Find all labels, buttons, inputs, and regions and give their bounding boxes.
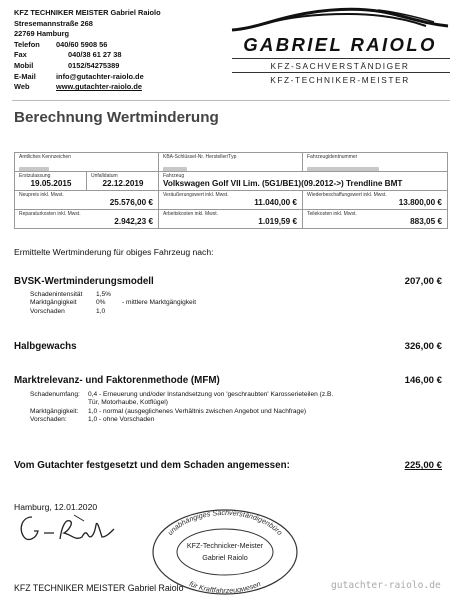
company-stamp — [150, 507, 300, 595]
arbeit-value: 1.019,59 € — [258, 217, 297, 226]
table-row — [15, 210, 447, 229]
car-silhouette-logo — [228, 4, 452, 36]
company-city: 22769 Hamburg — [14, 29, 70, 39]
logo-subtitle-1: KFZ-SACHVERSTÄNDIGER — [270, 61, 410, 71]
mfm-title: Marktrelevanz- und Faktorenmethode (MFM) — [14, 375, 220, 386]
table-cell: Amtliches Kennzeichen — [15, 153, 159, 171]
mfm-row: Schadenumfang: 0,4 - Erneuerung und/oder Instandsetzung von 'geschraubten' Karosserieteilen (z.B. — [30, 391, 334, 398]
page-title: Berechnung Wertminderung — [14, 109, 219, 126]
handwritten-signature — [14, 511, 124, 549]
bvsk-value: 207,00 € — [404, 276, 442, 287]
contact-mobile: Mobil 0152/54275389 — [14, 60, 120, 70]
redacted-value — [19, 167, 49, 171]
logo-divider — [232, 58, 450, 59]
logo-subtitle-2: KFZ-TECHNIKER-MEISTER — [270, 75, 410, 85]
table-cell: Neupreis inkl. Mwst. 25.576,00 € — [15, 191, 159, 209]
company-contact-block — [14, 8, 161, 93]
table-cell: Erstzulassung 19.05.2015 — [15, 172, 87, 190]
final-value: 225,00 € — [404, 460, 442, 471]
bvsk-row: Marktgängigkeit 0% - mittlere Marktgängigkeit — [30, 299, 197, 307]
stamp-top-arc: unabhängiges Sachverständigenbüro — [165, 507, 285, 537]
stamp-bottom-arc: für Kraftfahrzeugwesen — [187, 579, 263, 595]
company-street: Stresemannstraße 268 — [14, 18, 93, 28]
mfm-value: 146,00 € — [404, 375, 442, 386]
contact-fax: Fax 040/38 61 27 38 — [14, 50, 122, 60]
contact-web: Web www.gutachter-raiolo.de — [14, 82, 142, 92]
bvsk-details — [30, 291, 196, 316]
table-cell: Wiederbeschaffungswert inkl. Mwst. 13.800,00 € — [307, 192, 442, 207]
bvsk-row: Schadenintensität 1,5% — [30, 291, 112, 298]
mfm-row-continued: Tür, Motorhaube, Kotflügel) — [88, 399, 168, 407]
svg-text:für Kraftfahrzeugwesen — [188, 579, 262, 595]
stamp-line1: KFZ-Technicker-Meister — [186, 541, 264, 550]
redacted-value — [307, 167, 379, 171]
header-divider — [12, 100, 450, 101]
bvsk-row: Vorschaden 1,0 — [30, 307, 106, 315]
neupreis-value: 25.576,00 € — [109, 198, 153, 207]
watermark: gutachter-raiolo.de — [331, 580, 441, 591]
place-date: Hamburg, 12.01.2020 — [14, 502, 98, 512]
company-name: KFZ TECHNIKER MEISTER Gabriel Raiolo — [14, 8, 161, 17]
halbgewachs-title: Halbgewachs — [14, 341, 77, 352]
vehicle-data-table — [14, 152, 448, 229]
table-row — [15, 191, 447, 210]
logo-divider — [232, 72, 450, 73]
mfm-row: Marktgängigkeit: 1,0 - normal (ausgeglichenes Verhältnis zwischen Angebot und Nachfrage) — [30, 407, 307, 415]
veraeusserung-value: 11.040,00 € — [254, 198, 297, 207]
table-cell: Fahrzeug Volkswagen Golf VII Lim. (5G1/BE1)(09.2012->) Trendline BMT — [159, 172, 447, 190]
table-cell: KBA-Schlüssel-Nr. Hersteller/Typ — [159, 153, 303, 171]
bvsk-title: BVSK-Wertminderungsmodell — [14, 276, 154, 287]
table-cell: Arbeitskosten inkl. Mwst. 1.019,59 € — [159, 210, 303, 228]
logo-name: GABRIEL RAIOLO — [243, 34, 437, 55]
intro-text: Ermittelte Wertminderung für obiges Fahrzeug nach: — [14, 247, 214, 257]
contact-phone: Telefon 040/60 5908 56 — [14, 39, 108, 49]
unfalldatum-value: 22.12.2019 — [102, 179, 144, 188]
reparatur-value: 2.942,23 € — [114, 217, 153, 226]
mfm-row: Vorschaden: 1,0 - ohne Vorschaden — [30, 416, 155, 424]
svg-text:unabhängiges Sachverständigenb — [166, 508, 285, 537]
mfm-details — [30, 391, 333, 425]
erstzulassung-value: 19.05.2015 — [30, 179, 72, 188]
redacted-value — [163, 167, 187, 171]
table-cell: Reparaturkosten inkl. Mwst. 2.942,23 € — [15, 210, 159, 228]
wiederbeschaffung-value: 13.800,00 € — [398, 198, 442, 207]
website-link[interactable]: www.gutachter-raiolo.de — [56, 82, 142, 92]
table-cell: Veräußerungswert inkl. Mwst. 11.040,00 € — [159, 191, 303, 209]
final-label: Vom Gutachter festgesetzt und dem Schaden angemessen: — [14, 460, 290, 471]
table-row — [15, 153, 447, 172]
contact-email: E-Mail info@gutachter-raiolo.de — [14, 71, 144, 81]
table-cell: Teilekosten inkl. Mwst. 883,05 € — [307, 211, 442, 226]
table-cell: Fahrzeugidentnummer — [303, 153, 447, 171]
teile-value: 883,05 € — [410, 217, 442, 226]
stamp-line2: Gabriel Raiolo — [202, 553, 248, 562]
table-cell: Unfalldatum 22.12.2019 — [87, 172, 159, 190]
fahrzeug-value: Volkswagen Golf VII Lim. (5G1/BE1)(09.2012->) Trendline BMT — [163, 179, 403, 188]
footer-company: KFZ TECHNIKER MEISTER Gabriel Raiolo — [14, 583, 184, 593]
halbgewachs-value: 326,00 € — [404, 341, 442, 352]
table-row — [15, 172, 447, 191]
